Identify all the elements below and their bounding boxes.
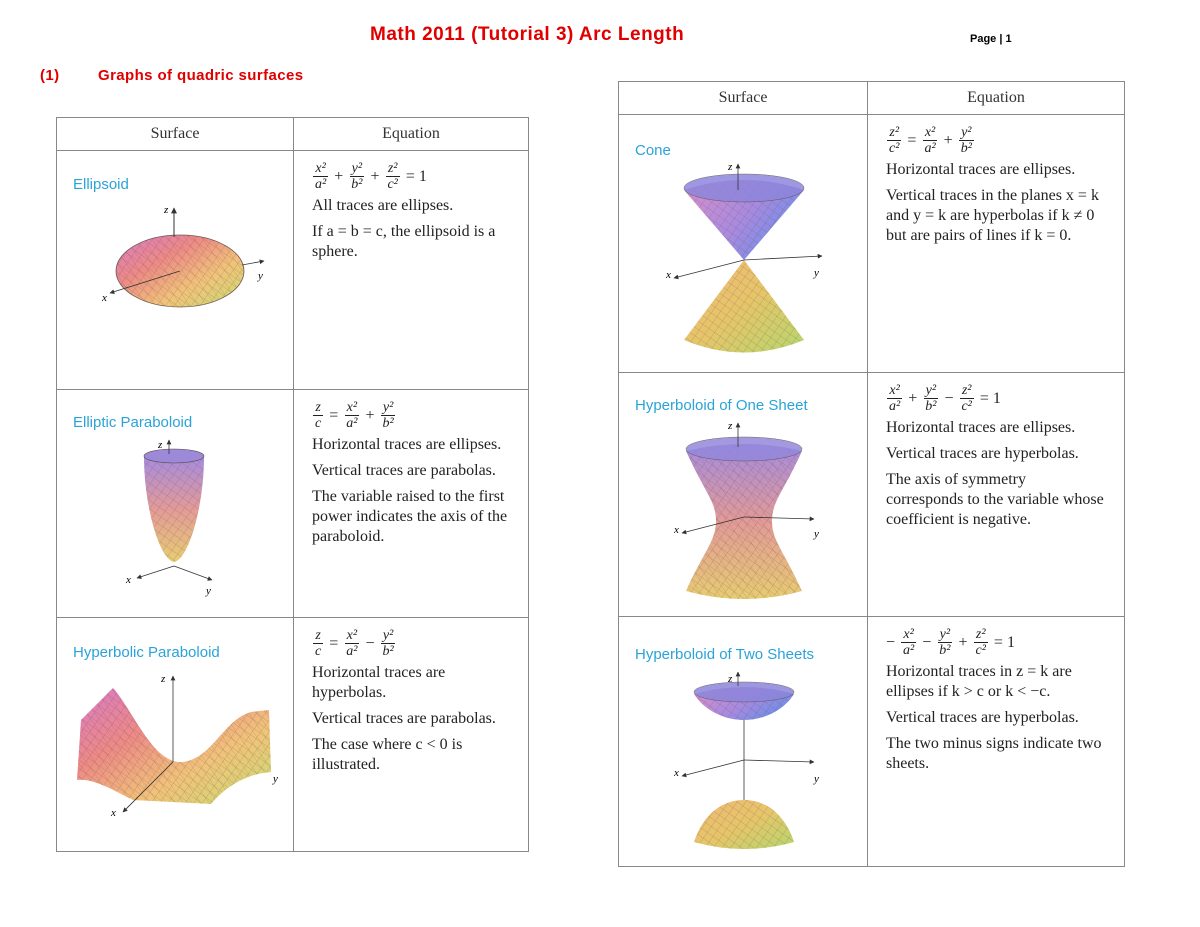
z-axis-label: z (728, 673, 733, 685)
hyperbolic-paraboloid-figure (73, 670, 288, 820)
cone-surface-cell (619, 115, 868, 373)
description: Vertical traces are parabolas. (312, 710, 496, 727)
ellipsoid-formula: $\frac{\text{x²}}{\text{a²}}$ + $\frac{\text{y²}}{\text{b²}}$ + $\frac{\text{z²}}{\text{c²}}$ = 1 (315, 161, 427, 192)
surface-name: Cone (635, 142, 671, 159)
ellipsoid-equation-cell (294, 151, 529, 390)
elliptic-paraboloid-formula: $\frac{z}{c}$ = $\frac{\text{x²}}{\text{a²}}$ + $\frac{\text{y²}}{\text{b²}}$ (315, 400, 394, 431)
page-title: Math 2011 (Tutorial 3) Arc Length (370, 24, 685, 45)
y-axis-label: y (258, 270, 263, 282)
cone-equation-cell (868, 115, 1125, 373)
description: The axis of symmetry corresponds to the variable whose coefficient is negative. (886, 471, 1104, 528)
description: Horizontal traces are ellipses. (312, 436, 502, 453)
description: All traces are ellipses. (312, 197, 454, 214)
y-axis-label: y (273, 773, 278, 785)
right-table (618, 81, 1125, 867)
cone-formula: $\frac{\text{z²}}{\text{c²}}$ = $\frac{\text{x²}}{\text{a²}}$ + $\frac{\text{y²}}{\text{b²}}$ (889, 125, 972, 156)
description: If a = b = c, the ellipsoid is a sphere. (312, 223, 496, 260)
z-axis-label: z (158, 439, 163, 451)
surface-name: Hyperboloid of Two Sheets (635, 646, 814, 663)
section-title: Graphs of quadric surfaces (98, 67, 304, 84)
y-axis-label: y (206, 585, 211, 597)
description: Vertical traces are hyperbolas. (886, 445, 1079, 462)
ellipsoid-figure (92, 203, 282, 318)
surface-name: Hyperboloid of One Sheet (635, 397, 808, 414)
surface-header: Surface (57, 118, 294, 151)
elliptic-paraboloid-figure (122, 438, 242, 598)
description: Vertical traces in the planes x = k and y = k are hyperbolas if k ≠ 0 but are pairs of lines if k = 0. (886, 187, 1099, 244)
x-axis-label: x (666, 269, 671, 281)
hyperbolic-paraboloid-equation-cell (294, 618, 529, 852)
description: Horizontal traces are ellipses. (886, 161, 1076, 178)
z-axis-label: z (161, 673, 166, 685)
hyperboloid-two-sheets-equation-cell (868, 617, 1125, 867)
description: Horizontal traces are ellipses. (886, 419, 1076, 436)
y-axis-label: y (814, 773, 819, 785)
hyperboloid-one-sheet-formula: $\frac{\text{x²}}{\text{a²}}$ + $\frac{\text{y²}}{\text{b²}}$ − $\frac{\text{z²}}{\text{c²}}$ = 1 (889, 383, 1001, 414)
section-heading (40, 67, 303, 84)
z-axis-label: z (728, 161, 733, 173)
x-axis-label: x (674, 767, 679, 779)
description: Vertical traces are hyperbolas. (886, 709, 1079, 726)
equation-header: Equation (868, 82, 1125, 115)
hyperboloid-two-sheets-surface-cell (619, 617, 868, 867)
description: The two minus signs indicate two sheets. (886, 735, 1102, 772)
hyperbolic-paraboloid-formula: $\frac{z}{c}$ = $\frac{\text{x²}}{\text{a²}}$ − $\frac{\text{y²}}{\text{b²}}$ (315, 628, 394, 659)
surface-header: Surface (619, 82, 868, 115)
description: The variable raised to the first power indicates the axis of the paraboloid. (312, 488, 508, 545)
equation-header: Equation (294, 118, 529, 151)
hyperboloid-one-sheet-figure (674, 421, 844, 611)
hyperboloid-one-sheet-equation-cell (868, 373, 1125, 617)
z-axis-label: z (728, 421, 733, 432)
x-axis-label: x (111, 807, 116, 819)
hyperbolic-paraboloid-surface-cell (57, 618, 294, 852)
y-axis-label: y (814, 267, 819, 279)
x-axis-label: x (102, 292, 107, 304)
cone-figure (664, 160, 844, 370)
x-axis-label: x (126, 574, 131, 586)
hyperboloid-one-sheet-surface-cell (619, 373, 868, 617)
section-number: (1) (40, 67, 60, 84)
hyperboloid-two-sheets-formula: − $\frac{\text{x²}}{\text{a²}}$ − $\frac{\text{y²}}{\text{b²}}$ + $\frac{\text{z²}}{\text{c²}}$ = 1 (886, 627, 1015, 658)
surface-name: Elliptic Paraboloid (73, 414, 193, 431)
y-axis-label: y (814, 528, 819, 540)
description: The case where c < 0 is illustrated. (312, 736, 463, 773)
page-number: Page | 1 (970, 33, 1012, 45)
x-axis-label: x (674, 524, 679, 536)
left-table (56, 117, 529, 852)
description: Horizontal traces are hyperbolas. (312, 664, 446, 701)
description: Horizontal traces in z = k are ellipses if k > c or k < −c. (886, 663, 1072, 700)
elliptic-paraboloid-surface-cell (57, 390, 294, 618)
hyperboloid-two-sheets-figure (674, 672, 844, 857)
description: Vertical traces are parabolas. (312, 462, 496, 479)
surface-name: Hyperbolic Paraboloid (73, 644, 220, 661)
elliptic-paraboloid-equation-cell (294, 390, 529, 618)
ellipsoid-surface-cell (57, 151, 294, 390)
surface-name: Ellipsoid (73, 176, 129, 193)
z-axis-label: z (164, 204, 169, 216)
